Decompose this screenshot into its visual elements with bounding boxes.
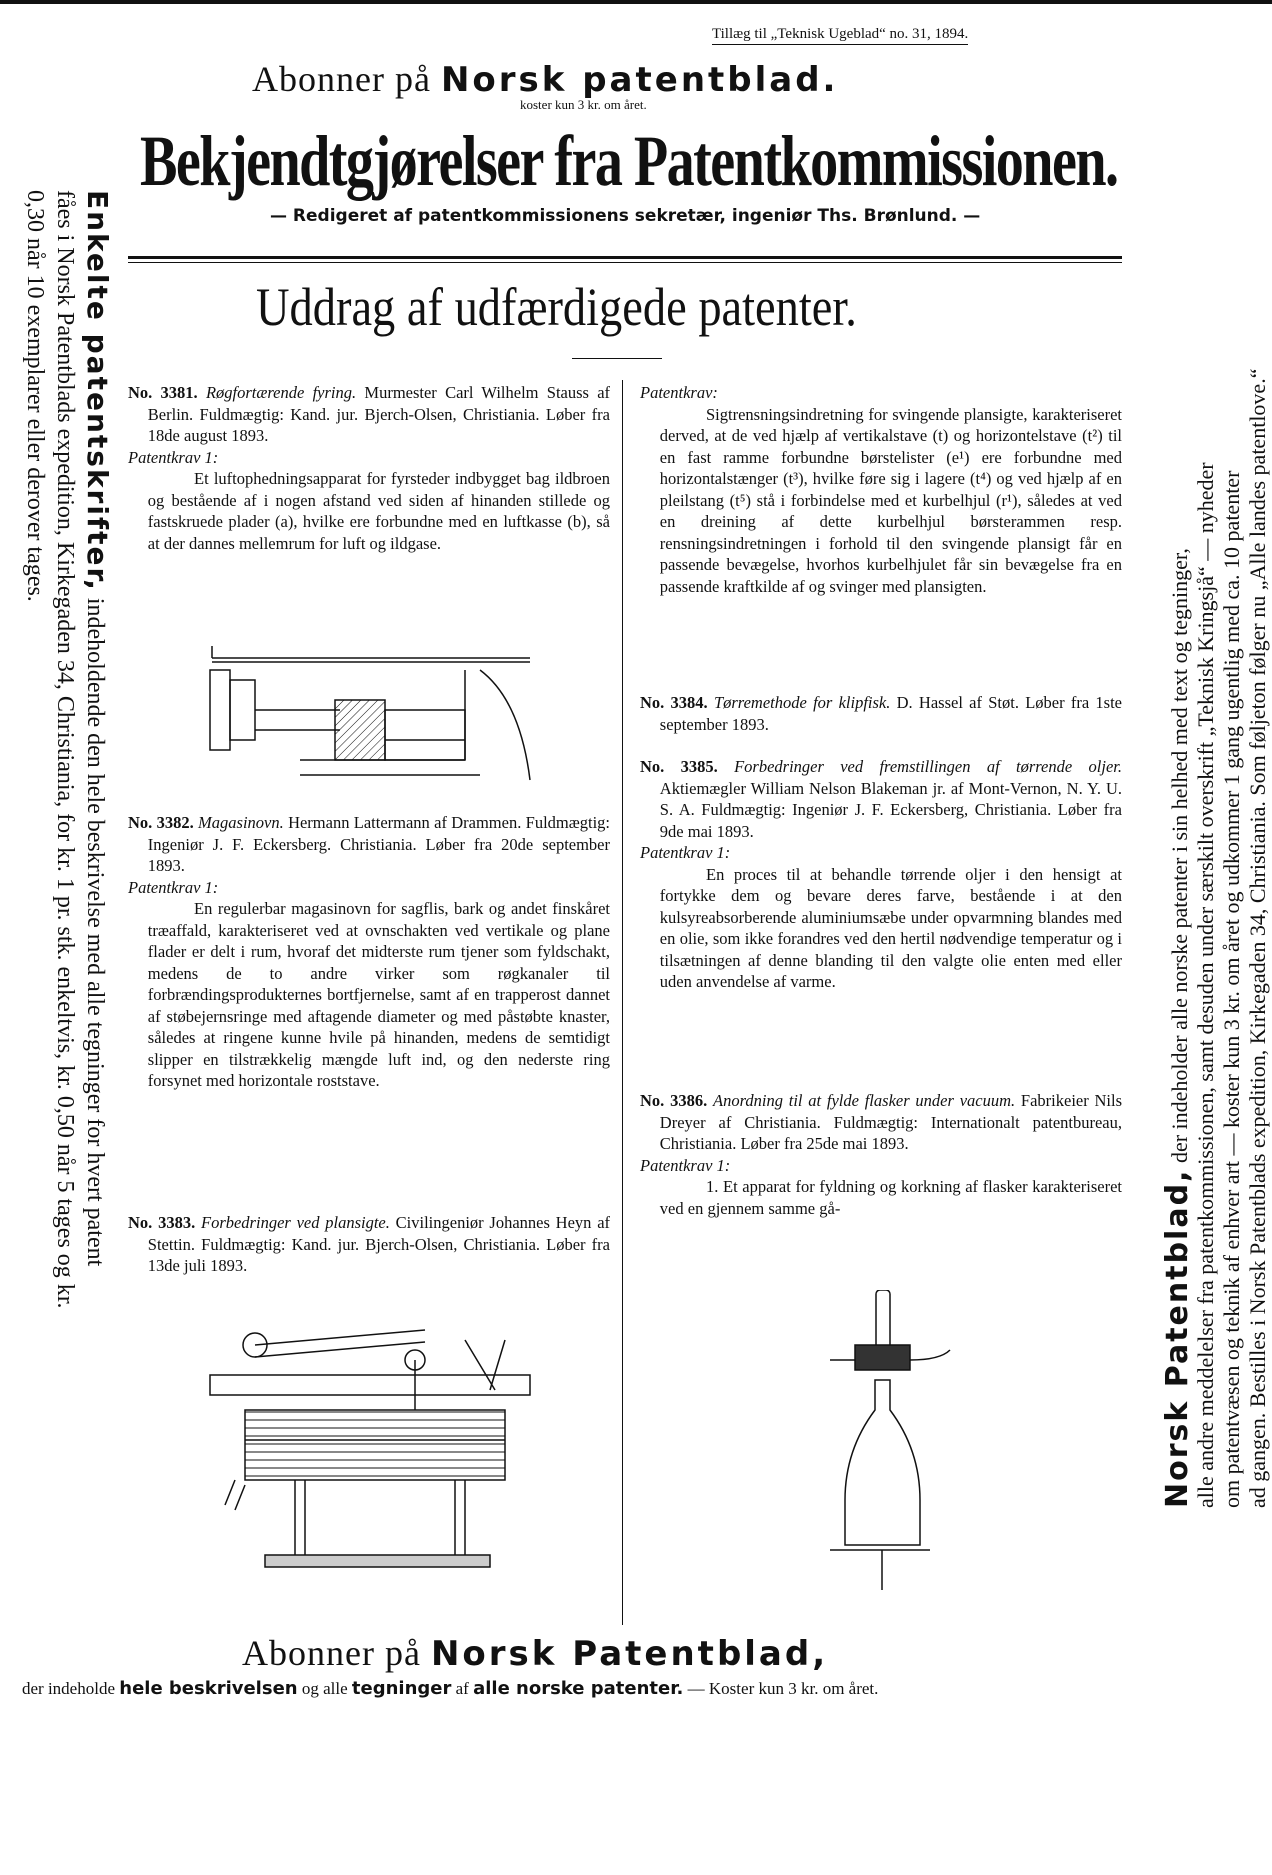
footer-subscribe-name: Norsk Patentblad, xyxy=(430,1634,829,1674)
patent-details: Murmester Carl Wilhelm Stauss af Berlin. Fuldmægtig: Kand. jur. Bjerch-Olsen, Christiania. Løber fra 18de august 1893. xyxy=(147,383,611,445)
claim-text: En proces til at behandle tørrende oljer i den hensigt at fortykke dem og bevare deres farve, bestående i at den kulsyreabsorberende aluminiumsæbe under opvarmning blandes med en olie, som ikke forandres ved den hertil nødvendige temperatur og i tilsætningen af denne blanding til den valgte olie enten med eller uden anvendelse af varme. xyxy=(659,864,1122,991)
subscribe-prefix: Abonner på xyxy=(252,59,431,99)
footer-bold: tegninger xyxy=(351,1678,452,1699)
title-rule-thin xyxy=(128,262,1122,263)
editor-line: — Redigeret af patentkommissionens sekretær, ingeniør Ths. Brønlund. — xyxy=(270,206,981,226)
patent-3384 xyxy=(640,692,1122,735)
claim-text: 1. Et apparat for fyldning og korkning af flasker karakteriseret ved en gjennem samme gå- xyxy=(659,1177,1122,1218)
top-rule xyxy=(0,0,1272,4)
left-margin-line3: 0,30 når 10 exemplarer eller derover tages. xyxy=(22,190,48,602)
column-divider xyxy=(622,380,623,1625)
footer-text: af xyxy=(455,1679,469,1698)
subscribe-banner-bottom xyxy=(242,1632,828,1674)
right-margin-notice xyxy=(1160,88,1271,1508)
patent-number: No. 3385. xyxy=(640,757,718,776)
subscribe-name: Norsk patentblad. xyxy=(440,60,839,100)
furnace-drawing xyxy=(200,640,540,790)
right-margin-bold: Norsk Patentblad, xyxy=(1160,1168,1195,1508)
patent-3383-claim xyxy=(640,382,1122,597)
footer-text: og alle xyxy=(301,1679,348,1698)
footer-text: der indeholde xyxy=(22,1679,115,1698)
patent-details: Civilingeniør Johannes Heyn af Stettin. Fuldmægtig: Kand. jur. Bjerch-Olsen, Christiania. Løber fra 13de juli 1893. xyxy=(147,1213,611,1275)
price-line: koster kun 3 kr. om året. xyxy=(520,97,647,112)
patent-title: Forbedringer ved plansigte. xyxy=(200,1213,390,1232)
patent-number: No. 3382. xyxy=(128,813,194,832)
claim-label: Patentkrav 1: xyxy=(128,447,219,467)
left-margin-line2: fåes i Norsk Patentblads expedition, Kirkegaden 34, Christiania, for kr. 1 pr. stk. enkeltvis, kr. 0,50 når 5 tages og kr. xyxy=(52,190,78,1309)
footer-line xyxy=(22,1678,878,1699)
right-margin-line2: alle andre meddelelser fra patentkommissionen, samt desuden under særskilt overskrift „Teknisk Kringsjå“ — nyheder xyxy=(1193,462,1218,1508)
patent-3385 xyxy=(640,756,1122,993)
patent-3386 xyxy=(640,1090,1122,1219)
patent-3383 xyxy=(128,1212,610,1277)
claim-text: En regulerbar magasinovn for sagflis, bark og andet finskåret træaffald, karakteriseret ved at ovnschakten ved vertikale og plane flader er delt i rum, hvoraf det midterste rum tjener som fyldschakt, medens de to andre virker som røgkanaler til forbrændingsprodukternes bortfjernelse, samt af en trapperost dannet af støbejernsringe med aftagende diameter og med påstøbte knaster, således at ringene kunne hvile på hinanden, medens de semtidigt slipper en tilstrækkelig mængde luft ind, og den nederste ring forsynet med horizontale roststave. xyxy=(147,899,610,1090)
footer-bold: hele beskrivelsen xyxy=(119,1678,298,1699)
subscribe-banner-top xyxy=(252,58,838,100)
claim-label: Patentkrav 1: xyxy=(640,1155,731,1175)
supplement-note: Tillæg til „Teknisk Ugeblad“ no. 31, 1894. xyxy=(712,26,968,45)
patent-title: Anordning til at fylde flasker under vacuum. xyxy=(712,1091,1016,1110)
claim-label: Patentkrav: xyxy=(640,383,718,402)
patent-details: Hermann Lattermann af Drammen. Fuldmægtig: Ingeniør J. F. Eckersberg. Christiania. Løber fra 20de september 1893. xyxy=(147,813,611,875)
patent-number: No. 3383. xyxy=(128,1213,196,1232)
patent-title: Tørremethode for klipfisk. xyxy=(713,693,891,712)
footer-bold: alle norske patenter. xyxy=(473,1678,684,1699)
page-title: Bekjendtgjørelser fra Patentkommissionen. xyxy=(140,121,1118,201)
right-margin-line1: der indeholder alle norske patenter i sin helhed med text og tegninger, xyxy=(1167,548,1192,1164)
left-margin-notice xyxy=(20,190,112,1530)
patent-details: Fabrikeier Nils Dreyer af Christiania. Fuldmægtig: Internationalt patentbureau, Christiania. Løber fra 25de mai 1893. xyxy=(659,1091,1123,1153)
patent-title: Røgfortærende fyring. xyxy=(205,383,357,402)
patent-3381 xyxy=(128,382,610,554)
section-rule xyxy=(572,358,662,359)
patent-number: No. 3386. xyxy=(640,1091,708,1110)
claim-text: Sigtrensningsindretning for svingende plansigte, karakteriseret derved, at de ved hjælp af vertikalstave (t) og horizontelstave (t²) til en fast ramme forbundne børstelister (e¹) ere forbundne med horizontalstænger (t³), hvilke føre sig i lagere (t⁴) og ved hjælp af en pleilstang (t⁵) stå i forbindelse med et kurbelhjul (r¹), således at ved en dreining af dette kurbelhjul børsterammen resp. rensningsindretningen i forhold til den svingende plansigt får en passende bevægelse, hvorhos kurbelhjulet får sin bevægelse fra en passende kraftkilde af og svinger med plansigten. xyxy=(659,404,1122,596)
patent-3382 xyxy=(128,812,610,1092)
claim-label: Patentkrav 1: xyxy=(640,843,731,862)
claim-label: Patentkrav 1: xyxy=(128,877,219,897)
plansigte-drawing xyxy=(205,1320,535,1580)
patent-number: No. 3384. xyxy=(640,693,708,712)
section-title: Uddrag af udfærdigede patenter. xyxy=(256,277,857,337)
right-margin-line3: om patentvæsen og teknik af enhver art — koster kun 3 kr. om året og udkommer 1 gang ugentlig med ca. 10 patenter xyxy=(1219,470,1244,1508)
patent-title: Magasinovn. xyxy=(198,813,284,832)
footer-text: — Koster kun 3 kr. om året. xyxy=(687,1679,879,1698)
title-rule-thick xyxy=(128,256,1122,259)
bottle-filling-drawing xyxy=(800,1290,960,1590)
patent-title: Forbedringer ved fremstillingen af tørrende oljer. xyxy=(734,757,1122,776)
footer-subscribe-prefix: Abonner på xyxy=(242,1633,421,1673)
left-margin-line1: indeholdende den hele beskrivelse med alle tegninger for hvert patent xyxy=(82,597,108,1267)
left-margin-bold: Enkelte patentskrifter, xyxy=(81,190,114,592)
patent-details: Aktiemægler William Nelson Blakeman jr. af Mont-Vernon, N. Y. U. S. A. Fuldmægtig: Ingeniør J. F. Eckersberg, Christiania. Løber fra 9de mai 1893. xyxy=(659,778,1122,841)
patent-details: D. Hassel af Støt. Løber fra 1ste september 1893. xyxy=(659,693,1123,734)
claim-text: Et luftophedningsapparat for fyrsteder indbygget bag ildbroen og bestående af i nogen afstand ved siden af hinanden stillede og fastskruede plader (a), hvilke ere forbundne med en luftkasse (b), så at der dannes mellemrum for luft og ildgase. xyxy=(147,469,610,553)
right-margin-line4: ad gangen. Bestilles i Norsk Patentblads expedition, Kirkegaden 34, Christiania. Som føljeton følger nu „Alle landes patentlove.“ xyxy=(1245,368,1270,1508)
patent-number: No. 3381. xyxy=(128,383,198,402)
